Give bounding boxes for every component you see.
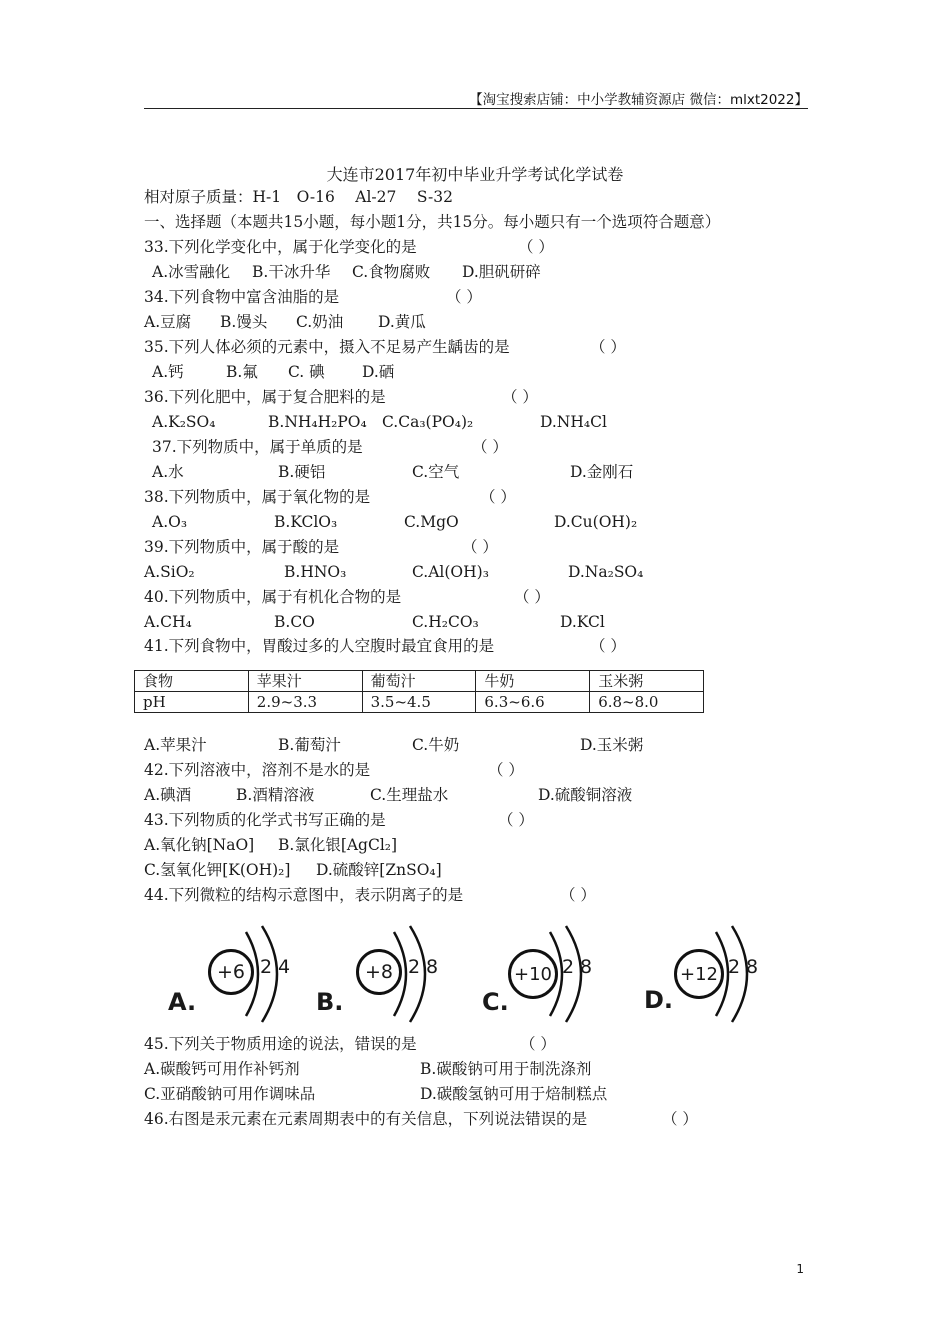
header-rule <box>144 108 808 109</box>
table-cell: 牛奶 <box>476 671 590 692</box>
option-c: C.氢氧化钾[K(OH)₂] <box>144 861 291 879</box>
table-cell: 6.8~8.0 <box>590 692 704 713</box>
option-a: A.碘酒 <box>144 786 192 804</box>
option-c: C.空气 <box>412 463 460 481</box>
table-header-row <box>135 671 704 692</box>
diagram-label: C. <box>482 988 509 1016</box>
answer-paren: （ ） <box>446 288 482 306</box>
table-cell: 食物 <box>135 671 249 692</box>
table-cell: 葡萄汁 <box>362 671 476 692</box>
answer-paren: （ ） <box>480 488 516 506</box>
option-c: C.Ca₃(PO₄)₂ <box>382 413 474 431</box>
nucleus-circle: +8 <box>356 949 402 995</box>
table-cell: 6.3~6.6 <box>476 692 590 713</box>
option-d: D.硫酸锌[ZnSO₄] <box>316 861 442 879</box>
section-heading: 一、选择题（本题共15小题，每小题1分，共15分。每小题只有一个选项符合题意） <box>144 213 721 231</box>
answer-paren: （ ） <box>590 338 626 356</box>
option-c: C.H₂CO₃ <box>412 613 479 631</box>
answer-paren: （ ） <box>488 761 524 779</box>
question-stem: 45.下列关于物质用途的说法，错误的是 <box>144 1035 417 1053</box>
option-c: C.生理盐水 <box>370 786 449 804</box>
option-d: D.Na₂SO₄ <box>568 563 644 581</box>
option-a: A.冰雪融化 <box>152 263 231 281</box>
option-a: A.豆腐 <box>144 313 192 331</box>
answer-paren: （ ） <box>662 1110 698 1128</box>
diagram-label: D. <box>644 986 674 1014</box>
question-stem: 36.下列化肥中，属于复合肥料的是 <box>144 388 386 406</box>
question-stem: 44.下列微粒的结构示意图中，表示阴离子的是 <box>144 886 464 904</box>
electron-count-2: 8 <box>580 956 593 978</box>
option-c: C.MgO <box>404 513 459 531</box>
electron-count-2: 8 <box>746 956 759 978</box>
answer-paren: （ ） <box>518 238 554 256</box>
question-stem: 37.下列物质中，属于单质的是 <box>152 438 363 456</box>
option-a: A.碳酸钙可用作补钙剂 <box>144 1060 300 1078</box>
option-d: D.碳酸氢钠可用于焙制糕点 <box>420 1085 608 1103</box>
option-d: D.硫酸铜溶液 <box>538 786 633 804</box>
answer-paren: （ ） <box>502 388 538 406</box>
answer-paren: （ ） <box>560 886 596 904</box>
option-d: D.KCl <box>560 613 605 631</box>
option-a: A.苹果汁 <box>144 736 207 754</box>
electron-count-2: 4 <box>278 956 291 978</box>
nucleus-circle: +6 <box>208 949 254 995</box>
option-a: A.氧化钠[NaO] <box>144 836 255 854</box>
option-d: D.Cu(OH)₂ <box>554 513 638 531</box>
question-stem: 34.下列食物中富含油脂的是 <box>144 288 340 306</box>
electron-count-2: 8 <box>426 956 439 978</box>
ph-table <box>134 670 704 713</box>
electron-count-1: 2 <box>260 956 273 978</box>
option-a: A.O₃ <box>152 513 188 531</box>
option-c: C.亚硝酸钠可用作调味品 <box>144 1085 316 1103</box>
question-stem: 40.下列物质中，属于有机化合物的是 <box>144 588 402 606</box>
option-b: B.酒精溶液 <box>236 786 315 804</box>
header-text: 【淘宝搜索店铺：中小学教辅资源店 微信：mlxt2022】 <box>469 92 808 108</box>
page-number: 1 <box>796 1262 804 1276</box>
question-stem: 43.下列物质的化学式书写正确的是 <box>144 811 386 829</box>
answer-paren: （ ） <box>462 538 498 556</box>
page-title: 大连市2017年初中毕业升学考试化学试卷 <box>326 165 624 184</box>
nucleus-circle: +10 <box>508 949 558 999</box>
option-d: D.NH₄Cl <box>540 413 607 431</box>
option-c: C.牛奶 <box>412 736 460 754</box>
option-d: D.硒 <box>362 363 395 381</box>
option-a: A.钙 <box>152 363 184 381</box>
answer-paren: （ ） <box>514 588 550 606</box>
option-b: B.馒头 <box>220 313 268 331</box>
option-b: B.KClO₃ <box>274 513 338 531</box>
answer-paren: （ ） <box>498 811 534 829</box>
option-c: C.Al(OH)₃ <box>412 563 489 581</box>
table-cell: 3.5~4.5 <box>362 692 476 713</box>
option-d: D.玉米粥 <box>580 736 644 754</box>
option-b: B.氟 <box>226 363 258 381</box>
option-c: C. 碘 <box>288 363 325 381</box>
table-row <box>135 692 704 713</box>
option-b: B.氯化银[AgCl₂] <box>278 836 398 854</box>
option-b: B.葡萄汁 <box>278 736 341 754</box>
atomic-mass-line: 相对原子质量：H-1 O-16 Al-27 S-32 <box>144 188 453 206</box>
option-d: D.黄瓜 <box>378 313 426 331</box>
option-b: B.CO <box>274 613 315 631</box>
question-stem: 33.下列化学变化中，属于化学变化的是 <box>144 238 417 256</box>
option-c: C.奶油 <box>296 313 344 331</box>
answer-paren: （ ） <box>472 438 508 456</box>
option-d: D.金刚石 <box>570 463 634 481</box>
diagram-label: B. <box>316 988 344 1016</box>
question-stem: 42.下列溶液中，溶剂不是水的是 <box>144 761 371 779</box>
table-cell: 玉米粥 <box>590 671 704 692</box>
option-a: A.SiO₂ <box>144 563 195 581</box>
question-stem: 38.下列物质中，属于氧化物的是 <box>144 488 371 506</box>
question-stem: 35.下列人体必须的元素中，摄入不足易产生龋齿的是 <box>144 338 510 356</box>
diagram-label: A. <box>168 988 197 1016</box>
table-cell: 苹果汁 <box>248 671 362 692</box>
option-d: D.胆矾研碎 <box>462 263 541 281</box>
option-a: A.水 <box>152 463 184 481</box>
option-c: C.食物腐败 <box>352 263 431 281</box>
answer-paren: （ ） <box>520 1035 556 1053</box>
option-a: A.K₂SO₄ <box>152 413 216 431</box>
question-stem: 41.下列食物中，胃酸过多的人空腹时最宜食用的是 <box>144 637 495 655</box>
table-cell: 2.9~3.3 <box>248 692 362 713</box>
electron-count-1: 2 <box>728 956 741 978</box>
nucleus-circle: +12 <box>674 949 724 999</box>
electron-count-1: 2 <box>408 956 421 978</box>
option-b: B.HNO₃ <box>284 563 347 581</box>
question-stem: 46.右图是汞元素在元素周期表中的有关信息，下列说法错误的是 <box>144 1110 588 1128</box>
option-b: B.NH₄H₂PO₄ <box>268 413 367 431</box>
option-b: B.干冰升华 <box>252 263 331 281</box>
question-stem: 39.下列物质中，属于酸的是 <box>144 538 340 556</box>
option-a: A.CH₄ <box>144 613 192 631</box>
option-b: B.硬铝 <box>278 463 326 481</box>
electron-count-1: 2 <box>562 956 575 978</box>
answer-paren: （ ） <box>590 637 626 655</box>
option-b: B.碳酸钠可用于制洗涤剂 <box>420 1060 592 1078</box>
table-cell: pH <box>135 692 249 713</box>
